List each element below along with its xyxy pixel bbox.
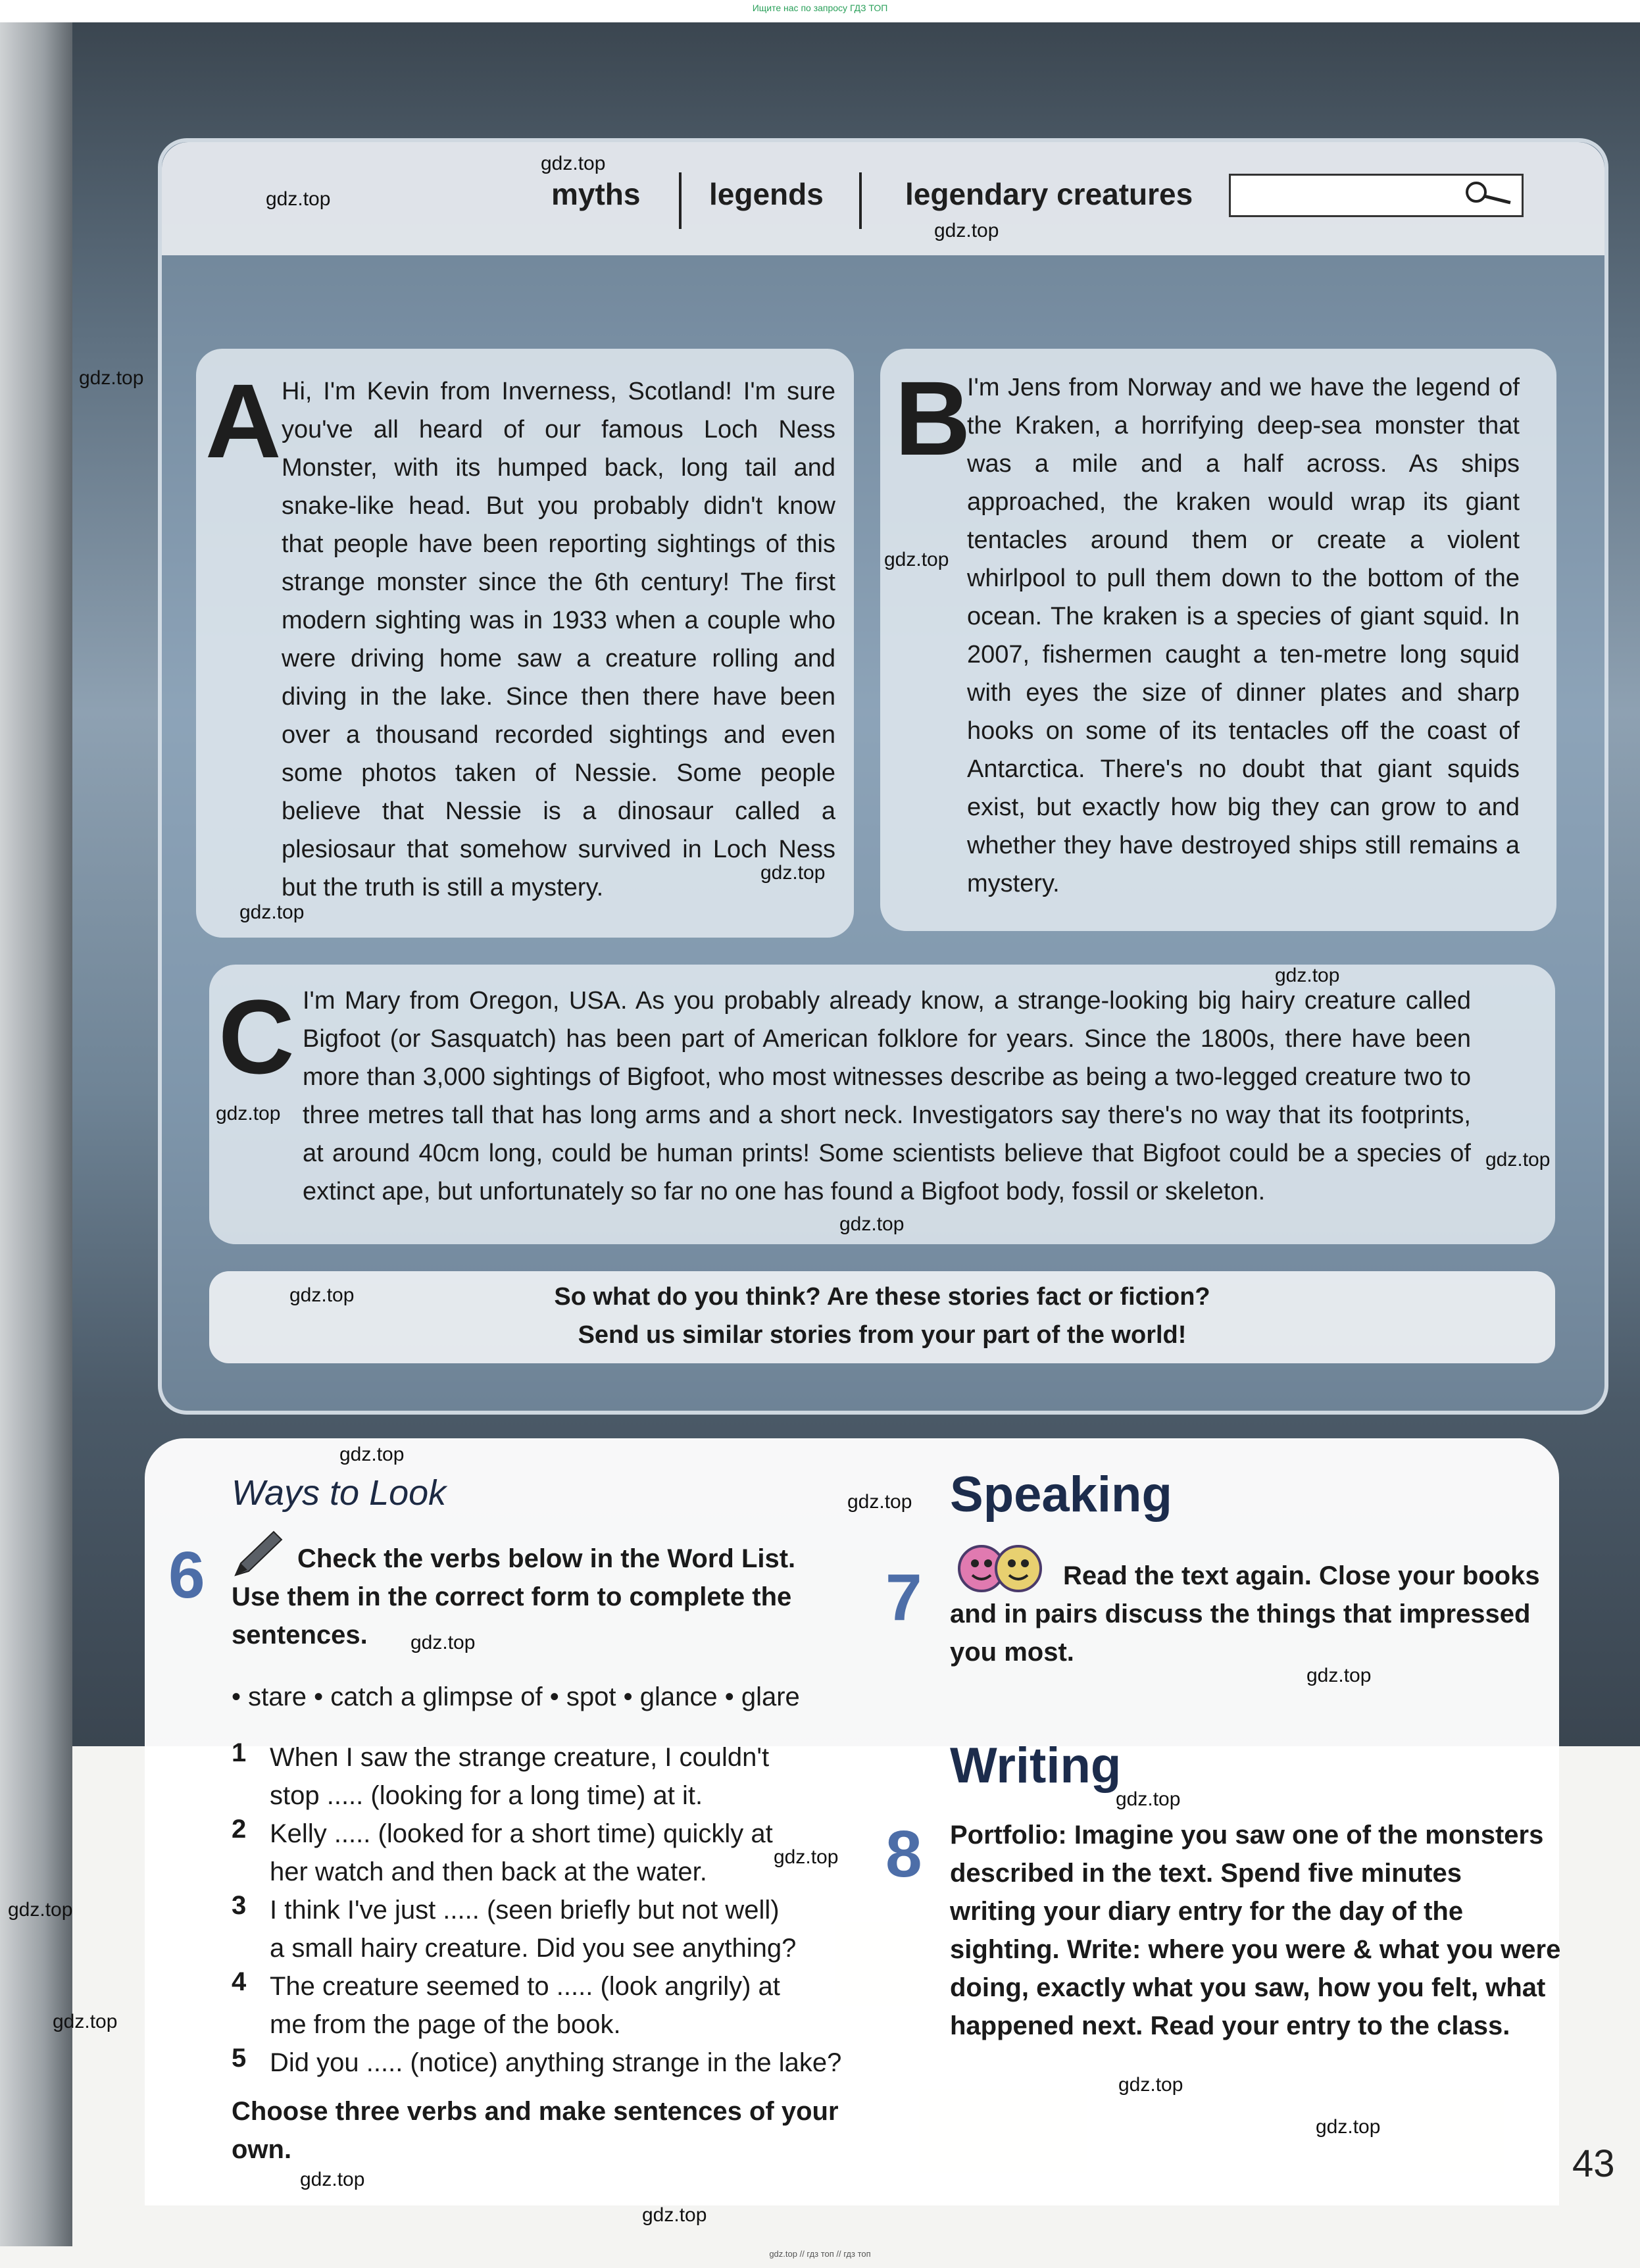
item-number: 4 — [232, 1967, 247, 1996]
post-text-c: I'm Mary from Oregon, USA. As you probably already know, a strange-looking big hairy creature called Bigfoot (or Sasquatch) has been part of American folklore for years. Since the 1800s, there have been more than 3,000 sightings of Bigfoot, who most witnesses describe as being a two-legged creature two to three metres tall that has long arms and a short neck. Investigators say there's no way that its footprints, at around 40cm long, could be human prints! Some scientists believe that Bigfoot could be a species of extinct ape, but unfortunately so far no one has found a Bigfoot body, fossil or skeleton. — [303, 987, 1471, 1205]
item-text: a small hairy creature. Did you see anything? — [270, 1934, 797, 1963]
item-text: The creature seemed to ..... (look angrily) at — [270, 1972, 780, 2001]
item-text: stop ..... (looking for a long time) at it. — [270, 1781, 703, 1810]
exercise-number: 6 — [168, 1538, 205, 1612]
watermark: gdz.top — [642, 2204, 707, 2226]
pair-work-icon — [953, 1544, 1049, 1594]
watermark: gdz.top — [934, 220, 999, 241]
writing-instruction: happened next. Read your entry to the class. — [950, 2011, 1510, 2040]
watermark: gdz.top — [1316, 2116, 1381, 2138]
instruction-line: Use them in the correct form to complete the — [232, 1582, 792, 1611]
watermark: gdz.top — [1118, 2074, 1183, 2096]
item-text: I think I've just ..... (seen briefly but not well) — [270, 1896, 780, 1925]
watermark: gdz.top — [289, 1284, 355, 1306]
section-heading-writing: Writing — [950, 1738, 1122, 1794]
instruction-line: Check the verbs below in the Word List. — [297, 1544, 796, 1573]
verb-list: • stare • catch a glimpse of • spot • glance • glare — [232, 1682, 800, 1711]
watermark: gdz.top — [760, 862, 826, 884]
nav-separator — [679, 172, 682, 229]
item-text: Kelly ..... (looked for a short time) quickly at — [270, 1819, 773, 1848]
section-heading-ways-to-look: Ways to Look — [232, 1473, 447, 1513]
watermark: gdz.top — [1306, 1665, 1372, 1686]
item-text: Did you ..... (notice) anything strange in the lake? — [270, 2048, 842, 2077]
speaking-instruction: and in pairs discuss the things that impressed — [950, 1600, 1531, 1628]
magnifier-icon[interactable] — [1460, 178, 1513, 211]
post-letter: B — [895, 359, 971, 477]
instruction-line: sentences. — [232, 1621, 368, 1650]
closing-instruction: Choose three verbs and make sentences of your — [232, 2097, 839, 2126]
watermark: gdz.top — [774, 1846, 839, 1868]
item-text: When I saw the strange creature, I couldn't — [270, 1743, 770, 1772]
writing-instruction: writing your diary entry for the day of the — [950, 1897, 1464, 1926]
closing-instruction: own. — [232, 2135, 292, 2164]
footer-question: So what do you think? Are these stories fact or fiction? — [554, 1283, 1210, 1311]
nav-tab-legends[interactable]: legends — [709, 177, 824, 211]
watermark: gdz.top — [1116, 1788, 1181, 1810]
watermark: gdz.top — [339, 1444, 405, 1465]
pencil-icon — [232, 1528, 286, 1579]
writing-instruction: Portfolio: Imagine you saw one of the monsters — [950, 1821, 1544, 1850]
post-text-b: I'm Jens from Norway and we have the legend of the Kraken, a horrifying deep-sea monster that was a mile and a half across. As ships approached, the kraken would wrap its giant tentacles around them or create a violent whirlpool to pull them down to the bottom of the ocean. The kraken is a species of giant squid. In 2007, fishermen caught a ten-metre long squid with eyes the size of dinner plates and sharp hooks on some of its tentacles off the coast of Antarctica. There's no doubt that giant squids exist, but exactly how big they can grow to and whether they have destroyed ships still remains a mystery. — [967, 374, 1520, 897]
watermark: gdz.top — [216, 1103, 281, 1124]
nav-separator — [859, 172, 862, 229]
item-text: her watch and then back at the water. — [270, 1857, 707, 1886]
page-number: 43 — [1572, 2142, 1615, 2185]
top-note: Ищите нас по запросу ГДЗ ТОП — [752, 3, 888, 13]
writing-instruction: doing, exactly what you saw, how you felt, what — [950, 1973, 1546, 2002]
watermark: gdz.top — [839, 1213, 905, 1235]
watermark: gdz.top — [1275, 965, 1340, 986]
exercise-number: 7 — [885, 1561, 922, 1634]
footer-invitation: Send us similar stories from your part of the world! — [578, 1321, 1187, 1349]
watermark: gdz.top — [239, 901, 305, 923]
nav-tab-legendary-creatures[interactable]: legendary creatures — [905, 177, 1193, 211]
nav-tab-myths[interactable]: myths — [551, 177, 641, 211]
watermark: gdz.top — [79, 367, 144, 389]
item-number: 3 — [232, 1891, 247, 1920]
item-number: 5 — [232, 2044, 247, 2073]
watermark: gdz.top — [410, 1632, 476, 1653]
watermark: gdz.top — [8, 1899, 73, 1921]
exercise-number: 8 — [885, 1817, 922, 1891]
post-letter: A — [205, 362, 282, 480]
writing-instruction: sighting. Write: where you were & what you were — [950, 1935, 1561, 1964]
watermark: gdz.top — [53, 2011, 118, 2032]
speaking-instruction: you most. — [950, 1638, 1074, 1667]
watermark: gdz.top — [300, 2169, 365, 2190]
watermark: gdz.top — [884, 549, 949, 570]
post-text-a: Hi, I'm Kevin from Inverness, Scotland! I'm sure you've all heard of our famous Loch Ness Monster, with its humped back, long tail and snake-like head. But you probably didn't know that people have been reporting sightings of this strange monster since the 6th century! The first modern sighting was in 1933 when a couple who were driving home saw a creature rolling and diving in the lake. Since then there have been over a thousand recorded sightings and even some photos taken of Nessie. Some people believe that Nessie is a dinosaur called a plesiosaur that somehow survived in Loch Ness but the truth is still a mystery. — [282, 378, 835, 901]
section-heading-speaking: Speaking — [950, 1467, 1172, 1523]
bottom-note: gdz.top // гдз топ // гдз топ — [769, 2249, 871, 2259]
watermark: gdz.top — [266, 188, 331, 210]
watermark: gdz.top — [847, 1491, 912, 1513]
writing-instruction: described in the text. Spend five minutes — [950, 1859, 1462, 1888]
speaking-instruction: Read the text again. Close your books — [1063, 1561, 1540, 1590]
item-text: me from the page of the book. — [270, 2010, 621, 2039]
watermark: gdz.top — [1485, 1149, 1551, 1171]
watermark: gdz.top — [541, 153, 606, 174]
post-letter: C — [218, 978, 295, 1096]
item-number: 1 — [232, 1738, 247, 1767]
item-number: 2 — [232, 1815, 247, 1844]
